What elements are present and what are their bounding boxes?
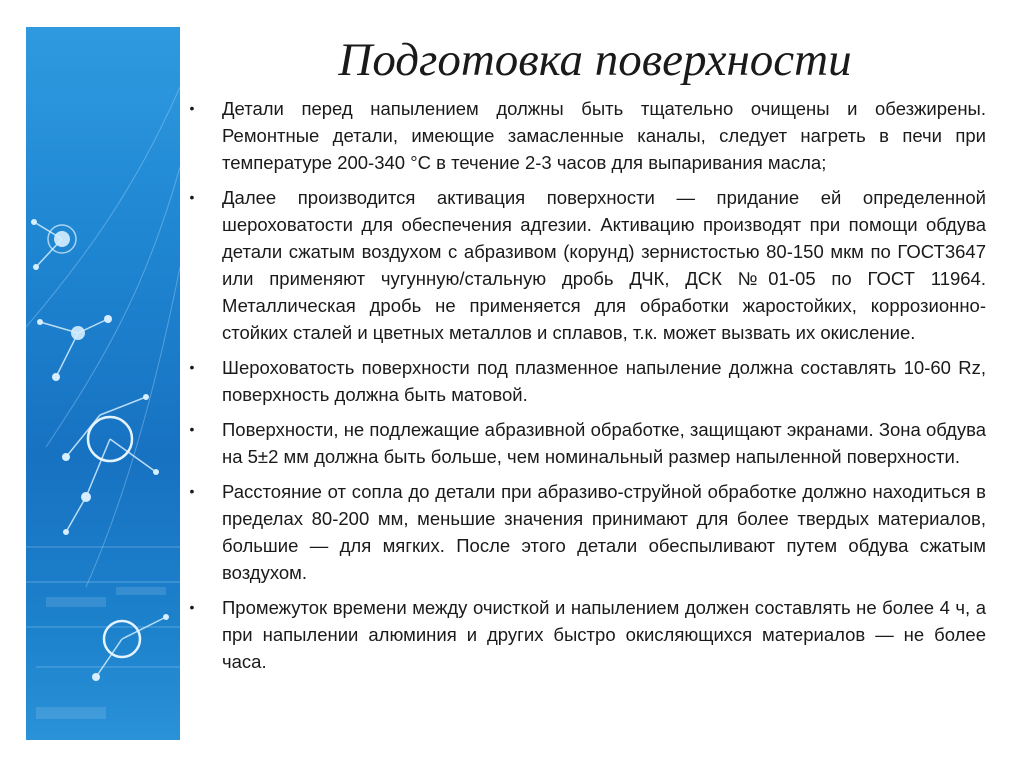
- bullet-icon: •: [189, 100, 195, 116]
- bullet-list: [186, 95, 986, 683]
- bullet-icon: •: [189, 189, 195, 205]
- network-graphic: [26, 27, 180, 740]
- bullet-icon: •: [189, 599, 195, 615]
- slide-title: Подготовка поверхности: [338, 34, 852, 86]
- bullet-icon: •: [189, 359, 195, 375]
- bullet-text: Расстояние от сопла до детали при абразиво-струйной обработке должно находиться в пределах 80-200 мм, меньшие значения принимают для более твердых материалов, большие — для мягких. После этого детали обеспыливают путем обдува сжатым воздухом.: [222, 481, 986, 583]
- bullet-item: [186, 416, 986, 470]
- bullet-item: [186, 354, 986, 408]
- bullet-item: [186, 594, 986, 675]
- bullet-item: [186, 95, 986, 176]
- bullet-text: Шероховатость поверхности под плазменное напыление должна составлять 10-60 Rz, поверхность должна быть матовой.: [222, 357, 986, 405]
- bullet-icon: •: [189, 483, 195, 499]
- bullet-icon: •: [189, 421, 195, 437]
- bullet-text: Промежуток времени между очисткой и напылением должен составлять не более 4 ч, а при напылении алюминия и других быстро окисляющихся материалов — не более часа.: [222, 597, 986, 672]
- bullet-item: [186, 478, 986, 586]
- bullet-text: Детали перед напылением должны быть тщательно очищены и обезжирены. Ремонтные детали, имеющие замасленные каналы, следует нагреть в печи при температуре 200-340 °С в течение 2-3 часов для выпаривания масла;: [222, 98, 986, 173]
- bullet-text: Поверхности, не подлежащие абразивной обработке, защищают экранами. Зона обдува на 5±2 мм должна быть больше, чем номинальный размер напыленной поверхности.: [222, 419, 986, 467]
- decorative-side-panel: [26, 27, 180, 740]
- bullet-item: [186, 184, 986, 346]
- bullet-text: Далее производится активация поверхности — придание ей определенной шероховатости для обеспечения адгезии. Активацию производят при помощи обдува детали сжатым воздухом с абразивом (корунд) зернистостью 80-150 мкм по ГОСТ3647 или применяют чугунную/стальную дробь ДЧК, ДСК №01-05 по ГОСТ 11964. Металлическая дробь не применяется для обработки жаростойких, коррозионно-стойких сталей и цветных металлов и сплавов, т.к. может вызвать их окисление.: [222, 187, 986, 343]
